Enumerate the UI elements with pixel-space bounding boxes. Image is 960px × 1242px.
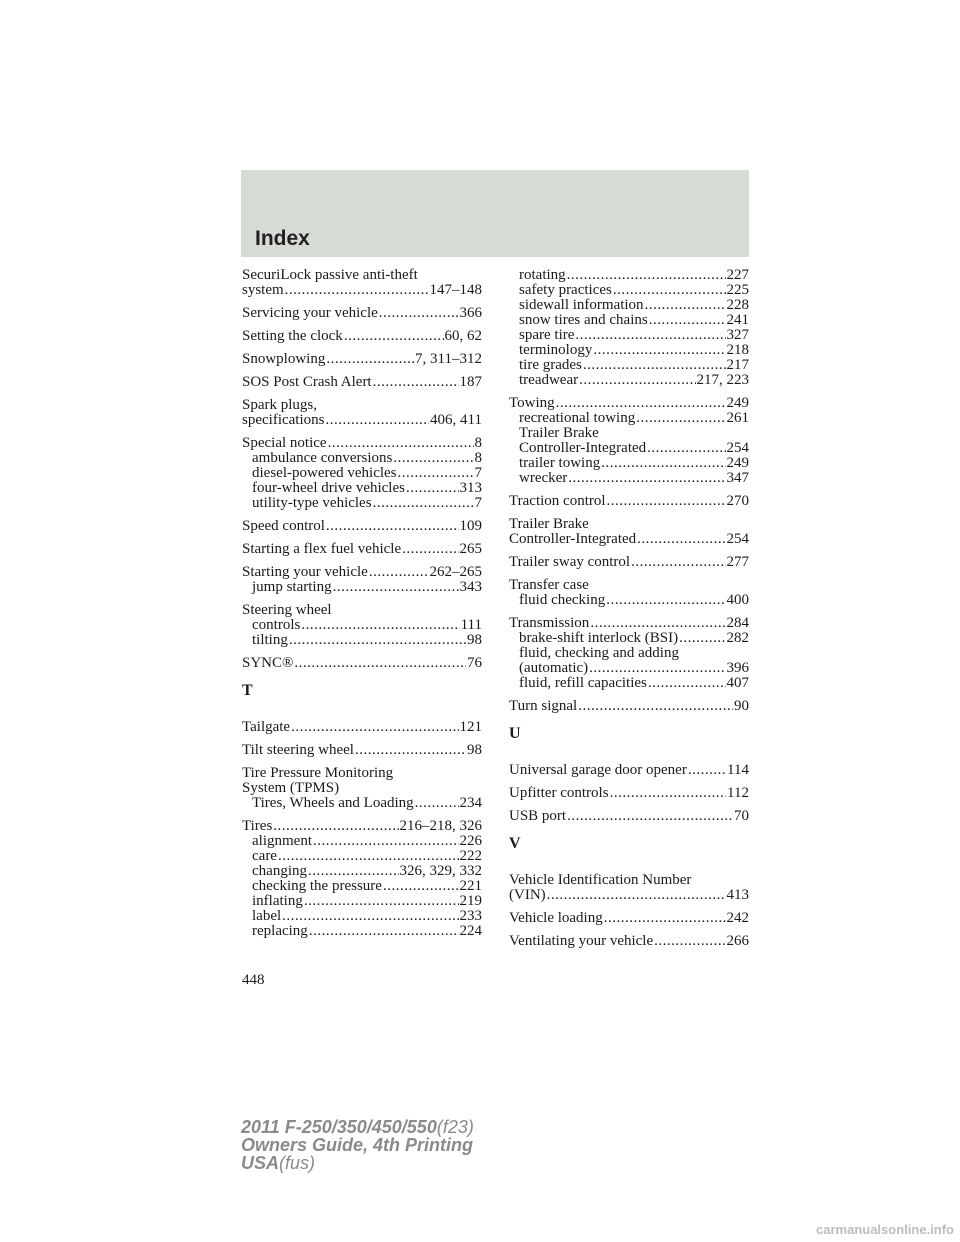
dot-leader [304,894,459,909]
index-entry-line [242,352,482,367]
entry-page-ref: 226 [459,833,482,849]
index-subentry [242,849,482,864]
entry-term: rotating [519,267,566,283]
index-subentry [509,661,749,676]
dot-leader [294,656,466,671]
dot-leader [289,633,466,648]
index-entry-line [509,763,749,778]
entry-term: wrecker [519,470,568,486]
entry-page-ref: 121 [459,719,482,735]
entry-page-ref: 7 [474,495,482,511]
dot-leader [590,616,725,631]
dot-leader [575,328,725,343]
entry-page-ref: 249 [726,455,749,471]
entry-term: sidewall information [519,297,644,313]
dot-leader [578,699,733,714]
dot-leader [393,451,473,466]
index-entry-line [509,888,749,903]
entry-page-ref: 8 [474,450,482,466]
entry-term: Tire Pressure Monitoring [242,765,394,781]
entry-page-ref: 228 [726,297,749,313]
entry-term: Upfitter controls [509,785,609,801]
entry-page-ref: 7, 311–312 [415,351,482,367]
index-entry-line [509,911,749,926]
entry-term: Tires [242,818,273,834]
entry-page-ref: 76 [467,655,482,671]
entry-page-ref: 221 [459,878,482,894]
entry-page-ref: 254 [726,440,749,456]
document-footer [241,1118,474,1172]
index-entry-line [242,720,482,735]
index-subentry [242,894,482,909]
page-number: 448 [242,972,265,988]
dot-leader [273,819,398,834]
dot-leader [607,494,726,509]
entry-term: specifications [242,412,325,428]
entry-page-ref: 7 [474,465,482,481]
index-entry-line [509,699,749,714]
entry-page-ref: 407 [726,675,749,691]
entry-term: Starting a flex fuel vehicle [242,541,402,557]
entry-term: Tires, Wheels and Loading [252,795,414,811]
entry-page-ref: 147–148 [429,282,482,298]
entry-page-ref: 270 [726,493,749,509]
entry-term: snow tires and chains [519,312,648,328]
entry-page-ref: 282 [726,630,749,646]
index-entry-line [242,306,482,321]
index-subentry [242,909,482,924]
dot-leader [631,555,725,570]
entry-term: USB port [509,808,567,824]
footer-model-code: (f23) [436,1117,474,1137]
entry-term: four-wheel drive vehicles [252,480,405,496]
index-entry [242,766,482,811]
entry-term: System (TPMS) [242,780,340,796]
dot-leader [567,809,733,824]
entry-term: controls [252,617,301,633]
dot-leader [647,441,725,456]
dot-leader [402,542,458,557]
entry-page-ref: 400 [726,592,749,608]
index-entry [242,720,482,735]
entry-term: care [252,848,277,864]
dot-leader [637,532,725,547]
dot-leader [406,481,459,496]
index-entry-line [509,934,749,949]
index-subentry [242,481,482,496]
index-entry [509,873,749,903]
entry-term: (automatic) [519,660,589,676]
entry-page-ref: 224 [459,923,482,939]
index-entry-line [242,565,482,580]
index-entry [509,494,749,509]
entry-page-ref: 219 [459,893,482,909]
entry-page-ref: 249 [726,395,749,411]
index-entry-line [242,603,482,618]
index-subentry [509,358,749,373]
dot-leader [291,720,458,735]
index-entry-line [242,375,482,390]
entry-page-ref: 366 [459,305,482,321]
dot-leader [415,796,459,811]
dot-leader [333,580,459,595]
index-subentry [242,924,482,939]
index-subentry [509,471,749,486]
dot-leader [383,879,459,894]
index-entry [242,398,482,428]
index-entry-line [509,809,749,824]
entry-term: terminology [519,342,593,358]
index-entry [509,786,749,801]
index-entry-line [242,413,482,428]
index-subentry [509,283,749,298]
index-entry [242,352,482,367]
index-subentry [509,676,749,691]
watermark: carmanualsonline.info [816,1222,954,1237]
index-entry [242,656,482,671]
entry-term: tire grades [519,357,582,373]
entry-page-ref: 111 [460,617,482,633]
dot-leader [593,343,725,358]
index-entry [242,542,482,557]
entry-term: Controller-Integrated [519,440,647,456]
dot-leader [326,352,414,367]
index-entry [242,565,482,595]
entry-page-ref: 396 [726,660,749,676]
dot-leader [636,411,725,426]
dot-leader [313,834,459,849]
entry-term: Trailer Brake [519,425,599,441]
index-subentry [242,834,482,849]
dot-leader [567,268,726,283]
entry-term: trailer towing [519,455,601,471]
entry-term: (VIN) [509,887,546,903]
entry-term: brake-shift interlock (BSI) [519,630,679,646]
dot-leader [344,329,444,344]
section-letter: U [509,725,521,742]
dot-leader [282,909,458,924]
index-entry-line [509,616,749,631]
entry-term: SYNC® [242,655,294,671]
dot-leader [308,864,399,879]
entry-term: tilting [252,632,288,648]
dot-leader [606,593,725,608]
entry-page-ref: 241 [726,312,749,328]
entry-term: fluid, checking and adding [519,645,679,661]
entry-term: Servicing your vehicle [242,305,378,321]
entry-page-ref: 227 [726,267,749,283]
entry-term: fluid, refill capacities [519,675,647,691]
entry-term: system [242,282,284,298]
entry-term: jump starting [252,579,332,595]
entry-term: Vehicle Identification Number [509,872,692,888]
entry-term: replacing [252,923,308,939]
index-subentry [509,328,749,343]
entry-term: Spark plugs, [242,397,317,413]
dot-leader [610,786,726,801]
entry-page-ref: 225 [726,282,749,298]
entry-page-ref: 60, 62 [444,328,482,344]
index-entry [242,603,482,648]
index-header-bar [241,170,749,257]
entry-term: Transfer case [509,577,589,593]
index-subentry [509,373,749,388]
dot-leader [373,375,459,390]
entry-term: Snowplowing [242,351,326,367]
entry-page-ref: 109 [459,518,482,534]
section-letter: V [509,835,521,852]
index-subentry [242,496,482,511]
entry-term: Tailgate [242,719,291,735]
index-entry [509,396,749,486]
index-entry-line [242,268,482,283]
dot-leader [688,763,726,778]
footer-guide: Owners Guide, 4th Printing [241,1135,474,1155]
dot-leader [613,283,726,298]
index-entry-line [242,743,482,758]
index-subentry [509,343,749,358]
dot-leader [583,358,726,373]
dot-leader [654,934,725,949]
index-entry [242,375,482,390]
entry-term: Transmission [509,615,590,631]
index-subentry [509,631,749,646]
index-entry [509,763,749,778]
entry-term: Towing [509,395,555,411]
index-entry [509,934,749,949]
entry-page-ref: 242 [726,910,749,926]
dot-leader [325,413,429,428]
index-subentry [242,580,482,595]
entry-page-ref: 265 [459,541,482,557]
index-subentry [242,466,482,481]
index-entry-line [509,396,749,411]
entry-term: utility-type vehicles [252,495,372,511]
entry-term: Ventilating your vehicle [509,933,654,949]
index-entry-line [242,519,482,534]
index-entry-line [242,819,482,834]
index-subentry [509,411,749,426]
entry-page-ref: 313 [459,480,482,496]
dot-leader [601,456,725,471]
entry-page-ref: 216–218, 326 [399,818,482,834]
index-entry [509,268,749,388]
dot-leader [398,466,474,481]
index-entry [242,306,482,321]
entry-page-ref: 187 [459,374,482,390]
entry-term: diesel-powered vehicles [252,465,397,481]
entry-page-ref: 326, 329, 332 [399,863,482,879]
index-subentry [509,456,749,471]
entry-page-ref: 233 [459,908,482,924]
index-column-right [509,268,749,957]
index-entry [509,911,749,926]
index-entry-line [509,494,749,509]
entry-term: safety practices [519,282,612,298]
index-subentry [509,441,749,456]
entry-term: recreational towing [519,410,636,426]
index-entry-line [242,436,482,451]
index-entry-line [242,766,482,781]
entry-page-ref: 112 [727,785,749,801]
dot-leader [568,471,725,486]
dot-leader [648,676,726,691]
index-subentry [509,313,749,328]
entry-page-ref: 8 [474,435,482,451]
index-entry [509,809,749,824]
index-entry-line [242,781,482,796]
entry-term: Turn signal [509,698,578,714]
dot-leader [649,313,726,328]
entry-page-ref: 218 [726,342,749,358]
index-entry-line [509,517,749,532]
index-subentry [242,633,482,648]
entry-page-ref: 327 [726,327,749,343]
entry-page-ref: 262–265 [429,564,482,580]
dot-leader [369,565,429,580]
entry-term: spare tire [519,327,575,343]
index-subentry [242,864,482,879]
dot-leader [579,373,695,388]
entry-term: fluid checking [519,592,606,608]
index-subentry [509,268,749,283]
entry-term: Speed control [242,518,325,534]
entry-term: ambulance conversions [252,450,393,466]
index-entry [509,616,749,691]
index-entry-line [242,656,482,671]
index-entry [242,329,482,344]
dot-leader [589,661,725,676]
index-subentry [242,451,482,466]
index-entry-line [509,532,749,547]
index-entry-line [242,398,482,413]
entry-page-ref: 90 [734,698,749,714]
index-entry [242,268,482,298]
entry-term: Steering wheel [242,602,332,618]
entry-page-ref: 266 [726,933,749,949]
dot-leader [328,436,474,451]
dot-leader [373,496,474,511]
entry-page-ref: 413 [726,887,749,903]
index-entry [509,555,749,570]
dot-leader [285,283,429,298]
index-column-left [242,268,482,947]
index-entry [509,699,749,714]
entry-term: SOS Post Crash Alert [242,374,372,390]
entry-term: checking the pressure [252,878,382,894]
entry-term: alignment [252,833,312,849]
page-title: Index [255,227,310,250]
dot-leader [556,396,726,411]
entry-page-ref: 217, 223 [696,372,749,388]
dot-leader [604,911,726,926]
dot-leader [278,849,459,864]
index-entry [242,819,482,939]
index-subentry [509,593,749,608]
dot-leader [309,924,459,939]
dot-leader [355,743,466,758]
entry-page-ref: 70 [734,808,749,824]
entry-page-ref: 347 [726,470,749,486]
entry-term: Traction control [509,493,606,509]
entry-term: inflating [252,893,303,909]
dot-leader [679,631,725,646]
dot-leader [379,306,459,321]
index-subentry [509,426,749,441]
index-entry-line [509,555,749,570]
index-entry-line [509,873,749,888]
entry-page-ref: 254 [726,531,749,547]
entry-page-ref: 406, 411 [430,412,482,428]
entry-term: Setting the clock [242,328,343,344]
entry-page-ref: 343 [459,579,482,595]
index-entry [242,743,482,758]
index-subentry [509,646,749,661]
section-letter: T [242,682,253,699]
entry-page-ref: 217 [726,357,749,373]
entry-term: Vehicle loading [509,910,603,926]
dot-leader [301,618,459,633]
index-entry-line [509,578,749,593]
entry-page-ref: 277 [726,554,749,570]
entry-term: Controller-Integrated [509,531,637,547]
entry-term: Tilt steering wheel [242,742,354,758]
entry-term: Universal garage door opener [509,762,687,778]
dot-leader [326,519,459,534]
index-subentry [242,796,482,811]
index-entry-line [242,283,482,298]
entry-page-ref: 98 [467,632,482,648]
entry-term: label [252,908,282,924]
index-entry [509,517,749,547]
index-entry [509,578,749,608]
footer-market: USA [241,1153,280,1173]
entry-term: Starting your vehicle [242,564,368,580]
index-entry-line [242,542,482,557]
entry-page-ref: 284 [726,615,749,631]
entry-term: Special notice [242,435,327,451]
entry-page-ref: 222 [459,848,482,864]
index-subentry [509,298,749,313]
entry-term: Trailer sway control [509,554,631,570]
entry-term: Trailer Brake [509,516,589,532]
entry-term: SecuriLock passive anti-theft [242,267,418,283]
dot-leader [645,298,726,313]
entry-page-ref: 114 [727,762,749,778]
index-entry [242,436,482,511]
index-entry [242,519,482,534]
index-subentry [242,879,482,894]
footer-market-code: (fus) [279,1153,316,1173]
footer-model: 2011 F-250/350/450/550 [241,1117,437,1137]
index-entry-line [509,786,749,801]
index-subentry [242,618,482,633]
entry-page-ref: 261 [726,410,749,426]
entry-page-ref: 234 [459,795,482,811]
dot-leader [547,888,726,903]
entry-term: changing [252,863,307,879]
entry-term: treadwear [519,372,579,388]
entry-page-ref: 98 [467,742,482,758]
index-entry-line [242,329,482,344]
